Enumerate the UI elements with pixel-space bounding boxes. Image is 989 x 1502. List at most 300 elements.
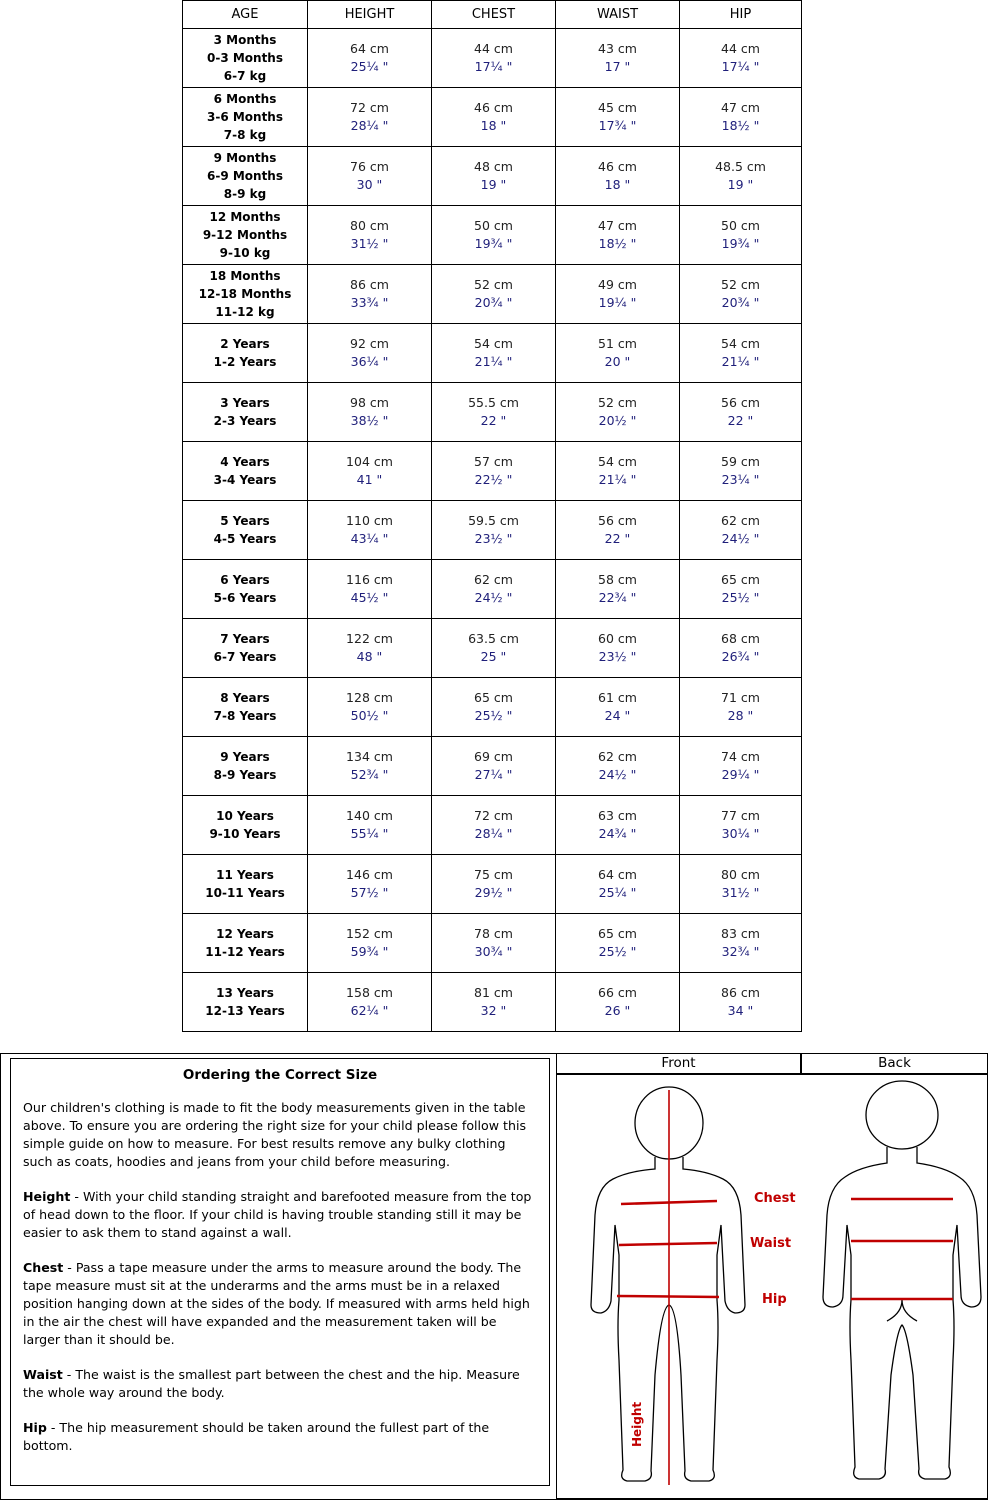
- waist-inches: 18½ ": [598, 236, 637, 251]
- height-cell: [308, 324, 432, 383]
- waist-cell: [556, 914, 680, 973]
- age-cell: [183, 737, 308, 796]
- chest-cm: 48 cm: [474, 159, 513, 174]
- hip-inches: 18½ ": [721, 118, 760, 133]
- table-row: [183, 29, 802, 88]
- age-line: 8-9 kg: [223, 187, 267, 201]
- header-hip: HIP: [680, 1, 802, 29]
- age-line: 0-3 Months: [206, 51, 283, 65]
- age-line: 10 Years: [216, 809, 274, 823]
- height-inches: 36¼ ": [350, 354, 389, 369]
- height-inches: 43¼ ": [350, 531, 389, 546]
- height-cell: [308, 619, 432, 678]
- hip-text: - The hip measurement should be taken around the fullest part of the bottom.: [23, 1420, 490, 1453]
- hip-cm: 86 cm: [721, 985, 760, 1000]
- hip-cm: 68 cm: [721, 631, 760, 646]
- hip-cell: [680, 442, 802, 501]
- waist-cm: 52 cm: [598, 395, 637, 410]
- age-cell: [183, 619, 308, 678]
- body-figures: [557, 1075, 987, 1498]
- guide-intro: Our children's clothing is made to fit the body measurements given in the table above. To ensure you are ordering the right size for your child please follow this simple guide on how to measure. For best results remove any bulky clothing such as coats, hoodies and jeans from your child before measuring.: [23, 1100, 527, 1169]
- header-waist: WAIST: [556, 1, 680, 29]
- chest-cell: [432, 678, 556, 737]
- waist-cm: 47 cm: [598, 218, 637, 233]
- chest-inches: 25 ": [480, 649, 507, 664]
- hip-cell: [680, 796, 802, 855]
- hip-cm: 62 cm: [721, 513, 760, 528]
- hip-inches: 17¼ ": [721, 59, 760, 74]
- chest-cm: 46 cm: [474, 100, 513, 115]
- height-inches: 62¼ ": [350, 1003, 389, 1018]
- age-line: 3 Months: [213, 33, 277, 47]
- chest-cm: 57 cm: [474, 454, 513, 469]
- chest-cm: 65 cm: [474, 690, 513, 705]
- age-line: 7-8 kg: [223, 128, 267, 142]
- waist-cm: 65 cm: [598, 926, 637, 941]
- back-seat-line: [887, 1300, 917, 1321]
- age-line: 4 Years: [220, 455, 270, 469]
- hip-cell: [680, 206, 802, 265]
- height-cell: [308, 383, 432, 442]
- age-line: 4-5 Years: [213, 532, 277, 546]
- height-term: Height: [23, 1189, 71, 1204]
- chest-cell: [432, 619, 556, 678]
- chest-term: Chest: [23, 1260, 64, 1275]
- chest-cell: [432, 147, 556, 206]
- chest-inches: 32 ": [480, 1003, 507, 1018]
- height-cell: [308, 442, 432, 501]
- height-cell: [308, 796, 432, 855]
- waist-cell: [556, 324, 680, 383]
- height-cm: 110 cm: [346, 513, 393, 528]
- height-inches: 33¾ ": [350, 295, 389, 310]
- hip-inches: 23¼ ": [721, 472, 760, 487]
- hip-cm: 65 cm: [721, 572, 760, 587]
- chest-cell: [432, 796, 556, 855]
- age-line: 6-7 kg: [223, 69, 267, 83]
- age-line: 12-13 Years: [205, 1004, 285, 1018]
- age-line: 10-11 Years: [205, 886, 285, 900]
- waist-inches: 21¼ ": [598, 472, 637, 487]
- height-cm: 64 cm: [350, 41, 389, 56]
- height-inches: 45½ ": [350, 590, 389, 605]
- header-age: AGE: [183, 1, 308, 29]
- guide-chest: [23, 1259, 537, 1349]
- waist-inches: 17¾ ": [598, 118, 637, 133]
- age-cell: [183, 678, 308, 737]
- height-cm: 104 cm: [346, 454, 393, 469]
- age-line: 8-9 Years: [213, 768, 277, 782]
- hip-cell: [680, 619, 802, 678]
- chest-inches: 20¾ ": [474, 295, 513, 310]
- waist-cm: 62 cm: [598, 749, 637, 764]
- chest-cm: 69 cm: [474, 749, 513, 764]
- waist-inches: 24 ": [604, 708, 631, 723]
- height-inches: 55¼ ": [350, 826, 389, 841]
- chest-cm: 62 cm: [474, 572, 513, 587]
- height-text: - With your child standing straight and barefooted measure from the top of head down to the floor. If your child is having trouble standing still it may be easier to ask them to stand against a wall.: [23, 1189, 532, 1240]
- chest-cm: 44 cm: [474, 41, 513, 56]
- height-cm: 152 cm: [346, 926, 393, 941]
- hip-term: Hip: [23, 1420, 47, 1435]
- waist-cell: [556, 619, 680, 678]
- hip-cell: [680, 737, 802, 796]
- waist-cell: [556, 678, 680, 737]
- waist-inches: 18 ": [604, 177, 631, 192]
- waist-cm: 45 cm: [598, 100, 637, 115]
- height-inches: 41 ": [356, 472, 383, 487]
- age-line: 3 Years: [220, 396, 270, 410]
- hip-cm: 47 cm: [721, 100, 760, 115]
- chest-inches: 23½ ": [474, 531, 513, 546]
- hip-inches: 20¾ ": [721, 295, 760, 310]
- chest-cm: 55.5 cm: [468, 395, 519, 410]
- table-header-row: [183, 1, 802, 29]
- age-line: 9 Months: [213, 151, 277, 165]
- waist-inches: 25½ ": [598, 944, 637, 959]
- measuring-guide: [10, 1058, 550, 1486]
- chest-cm: 59.5 cm: [468, 513, 519, 528]
- age-line: 5 Years: [220, 514, 270, 528]
- age-line: 1-2 Years: [213, 355, 277, 369]
- hip-cell: [680, 265, 802, 324]
- header-chest: CHEST: [432, 1, 556, 29]
- chest-cm: 75 cm: [474, 867, 513, 882]
- age-cell: [183, 796, 308, 855]
- waist-cell: [556, 442, 680, 501]
- hip-label: Hip: [762, 1292, 787, 1307]
- diagram-box: [556, 1074, 988, 1499]
- hip-cell: [680, 678, 802, 737]
- chest-cm: 78 cm: [474, 926, 513, 941]
- height-cell: [308, 29, 432, 88]
- age-line: 12-18 Months: [198, 287, 292, 301]
- age-line: 6-9 Months: [206, 169, 283, 183]
- hip-cell: [680, 560, 802, 619]
- waist-cm: 49 cm: [598, 277, 637, 292]
- chest-inches: 22 ": [480, 413, 507, 428]
- hip-cell: [680, 383, 802, 442]
- age-line: 3-6 Months: [206, 110, 283, 124]
- waist-inches: 19¼ ": [598, 295, 637, 310]
- guide-hip: [23, 1419, 537, 1455]
- waist-term: Waist: [23, 1367, 63, 1382]
- size-chart-table: [182, 0, 802, 1032]
- height-inches: 38½ ": [350, 413, 389, 428]
- waist-label: Waist: [750, 1236, 792, 1251]
- measurement-diagram: [556, 1053, 988, 1499]
- hip-inches: 31½ ": [721, 885, 760, 900]
- front-figure: [591, 1087, 745, 1481]
- height-cell: [308, 678, 432, 737]
- table-row: [183, 855, 802, 914]
- waist-inches: 20½ ": [598, 413, 637, 428]
- height-cm: 76 cm: [350, 159, 389, 174]
- height-cm: 80 cm: [350, 218, 389, 233]
- height-inches: 50½ ": [350, 708, 389, 723]
- height-inches: 28¼ ": [350, 118, 389, 133]
- table-row: [183, 265, 802, 324]
- hip-cm: 54 cm: [721, 336, 760, 351]
- waist-cell: [556, 855, 680, 914]
- height-inches: 59¾ ": [350, 944, 389, 959]
- chest-inches: 22½ ": [474, 472, 513, 487]
- hip-cm: 48.5 cm: [715, 159, 766, 174]
- waist-cell: [556, 973, 680, 1032]
- table-row: [183, 560, 802, 619]
- waist-cm: 60 cm: [598, 631, 637, 646]
- age-line: 12 Years: [216, 927, 274, 941]
- chest-cell: [432, 206, 556, 265]
- waist-cell: [556, 737, 680, 796]
- waist-cm: 54 cm: [598, 454, 637, 469]
- age-line: 13 Years: [216, 986, 274, 1000]
- age-line: 12 Months: [209, 210, 281, 224]
- hip-cell: [680, 29, 802, 88]
- chest-cell: [432, 324, 556, 383]
- table-row: [183, 147, 802, 206]
- age-cell: [183, 855, 308, 914]
- chest-inches: 28¼ ": [474, 826, 513, 841]
- waist-inches: 22¾ ": [598, 590, 637, 605]
- age-line: 9 Years: [220, 750, 270, 764]
- waist-cell: [556, 796, 680, 855]
- height-inches: 52¾ ": [350, 767, 389, 782]
- height-cm: 140 cm: [346, 808, 393, 823]
- waist-cm: 46 cm: [598, 159, 637, 174]
- height-cell: [308, 855, 432, 914]
- chest-cell: [432, 88, 556, 147]
- age-cell: [183, 206, 308, 265]
- chest-cell: [432, 560, 556, 619]
- chest-cell: [432, 855, 556, 914]
- hip-cm: 80 cm: [721, 867, 760, 882]
- table-body: [183, 29, 802, 1032]
- hip-cell: [680, 88, 802, 147]
- height-cell: [308, 265, 432, 324]
- height-cell: [308, 147, 432, 206]
- height-label: Height: [630, 1401, 644, 1447]
- table-row: [183, 206, 802, 265]
- age-cell: [183, 147, 308, 206]
- hip-inches: 30¼ ": [721, 826, 760, 841]
- hip-cm: 52 cm: [721, 277, 760, 292]
- age-cell: [183, 29, 308, 88]
- age-line: 3-4 Years: [213, 473, 277, 487]
- back-figure: [823, 1081, 981, 1479]
- table-row: [183, 914, 802, 973]
- hip-inches: 24½ ": [721, 531, 760, 546]
- height-cm: 122 cm: [346, 631, 393, 646]
- height-cell: [308, 501, 432, 560]
- waist-cell: [556, 265, 680, 324]
- chest-cell: [432, 501, 556, 560]
- age-cell: [183, 914, 308, 973]
- table-row: [183, 501, 802, 560]
- hip-inches: 29¼ ": [721, 767, 760, 782]
- age-line: 7 Years: [220, 632, 270, 646]
- chest-inches: 17¼ ": [474, 59, 513, 74]
- front-waist-line: [619, 1243, 717, 1245]
- front-heading: Front: [556, 1053, 801, 1074]
- chest-cell: [432, 442, 556, 501]
- chest-cm: 72 cm: [474, 808, 513, 823]
- table-row: [183, 324, 802, 383]
- guide-height: [23, 1188, 537, 1242]
- back-head: [866, 1081, 938, 1149]
- waist-cm: 43 cm: [598, 41, 637, 56]
- waist-inches: 25¼ ": [598, 885, 637, 900]
- chest-inches: 19¾ ": [474, 236, 513, 251]
- chest-inches: 29½ ": [474, 885, 513, 900]
- hip-cm: 59 cm: [721, 454, 760, 469]
- hip-cm: 50 cm: [721, 218, 760, 233]
- chest-label: Chest: [754, 1191, 796, 1206]
- height-cm: 86 cm: [350, 277, 389, 292]
- age-line: 2 Years: [220, 337, 270, 351]
- age-cell: [183, 88, 308, 147]
- age-line: 11 Years: [216, 868, 274, 882]
- chest-cm: 54 cm: [474, 336, 513, 351]
- age-line: 2-3 Years: [213, 414, 277, 428]
- chest-text: - Pass a tape measure under the arms to measure around the body. The tape measure must sit at the underarms and the arms must be in a relaxed position hanging down at the sides of the body. If measured with arms held high in the air the chest will have expanded and the measurement taken will be larger than it should be.: [23, 1260, 530, 1347]
- hip-cm: 56 cm: [721, 395, 760, 410]
- front-hip-line: [617, 1296, 719, 1297]
- chest-cell: [432, 737, 556, 796]
- table-row: [183, 88, 802, 147]
- hip-cell: [680, 147, 802, 206]
- waist-cm: 51 cm: [598, 336, 637, 351]
- waist-cell: [556, 560, 680, 619]
- waist-cm: 56 cm: [598, 513, 637, 528]
- front-body-outline: [591, 1157, 745, 1481]
- height-inches: 30 ": [356, 177, 383, 192]
- chest-cell: [432, 383, 556, 442]
- hip-inches: 26¾ ": [721, 649, 760, 664]
- height-inches: 31½ ": [350, 236, 389, 251]
- waist-inches: 24½ ": [598, 767, 637, 782]
- age-line: 6 Months: [213, 92, 277, 106]
- age-cell: [183, 560, 308, 619]
- chest-inches: 18 ": [480, 118, 507, 133]
- waist-inches: 26 ": [604, 1003, 631, 1018]
- waist-inches: 17 ": [604, 59, 631, 74]
- age-line: 5-6 Years: [213, 591, 277, 605]
- hip-cm: 74 cm: [721, 749, 760, 764]
- height-cell: [308, 206, 432, 265]
- waist-cm: 58 cm: [598, 572, 637, 587]
- chest-cell: [432, 29, 556, 88]
- height-cell: [308, 973, 432, 1032]
- height-cm: 72 cm: [350, 100, 389, 115]
- age-line: 11-12 Years: [205, 945, 285, 959]
- waist-cell: [556, 88, 680, 147]
- chest-cm: 50 cm: [474, 218, 513, 233]
- hip-cell: [680, 324, 802, 383]
- waist-inches: 22 ": [604, 531, 631, 546]
- table-row: [183, 678, 802, 737]
- chest-inches: 21¼ ": [474, 354, 513, 369]
- age-line: 18 Months: [209, 269, 281, 283]
- back-heading: Back: [801, 1053, 988, 1074]
- hip-inches: 19 ": [727, 177, 754, 192]
- hip-inches: 19¾ ": [721, 236, 760, 251]
- hip-inches: 32¾ ": [721, 944, 760, 959]
- hip-cell: [680, 973, 802, 1032]
- age-line: 6 Years: [220, 573, 270, 587]
- back-body-outline: [823, 1147, 981, 1479]
- age-line: 11-12 kg: [215, 305, 275, 319]
- hip-cell: [680, 855, 802, 914]
- height-cell: [308, 737, 432, 796]
- chest-cm: 52 cm: [474, 277, 513, 292]
- height-inches: 25¼ ": [350, 59, 389, 74]
- age-line: 9-10 kg: [219, 246, 271, 260]
- header-height: HEIGHT: [308, 1, 432, 29]
- chest-inches: 24½ ": [474, 590, 513, 605]
- waist-cell: [556, 29, 680, 88]
- age-line: 9-10 Years: [209, 827, 281, 841]
- chest-cell: [432, 973, 556, 1032]
- hip-inches: 34 ": [727, 1003, 754, 1018]
- waist-cell: [556, 206, 680, 265]
- age-cell: [183, 442, 308, 501]
- height-cm: 134 cm: [346, 749, 393, 764]
- waist-inches: 20 ": [604, 354, 631, 369]
- age-line: 6-7 Years: [213, 650, 277, 664]
- hip-inches: 28 ": [727, 708, 754, 723]
- waist-cell: [556, 147, 680, 206]
- table-row: [183, 737, 802, 796]
- hip-cm: 83 cm: [721, 926, 760, 941]
- chest-cell: [432, 914, 556, 973]
- table-row: [183, 442, 802, 501]
- height-cm: 128 cm: [346, 690, 393, 705]
- chest-inches: 27¼ ": [474, 767, 513, 782]
- waist-inches: 23½ ": [598, 649, 637, 664]
- age-cell: [183, 265, 308, 324]
- height-cell: [308, 914, 432, 973]
- waist-text: - The waist is the smallest part between the chest and the hip. Measure the whole way around the body.: [23, 1367, 520, 1400]
- height-cm: 92 cm: [350, 336, 389, 351]
- waist-cell: [556, 501, 680, 560]
- height-inches: 48 ": [356, 649, 383, 664]
- chest-cm: 81 cm: [474, 985, 513, 1000]
- age-cell: [183, 501, 308, 560]
- height-cell: [308, 88, 432, 147]
- waist-cm: 64 cm: [598, 867, 637, 882]
- table-row: [183, 796, 802, 855]
- table-row: [183, 619, 802, 678]
- chest-cm: 63.5 cm: [468, 631, 519, 646]
- height-cm: 98 cm: [350, 395, 389, 410]
- hip-inches: 25½ ": [721, 590, 760, 605]
- guide-waist: [23, 1366, 537, 1402]
- hip-inches: 22 ": [727, 413, 754, 428]
- waist-cm: 61 cm: [598, 690, 637, 705]
- waist-inches: 24¾ ": [598, 826, 637, 841]
- height-cm: 116 cm: [346, 572, 393, 587]
- age-cell: [183, 383, 308, 442]
- age-cell: [183, 973, 308, 1032]
- waist-cell: [556, 383, 680, 442]
- hip-cell: [680, 501, 802, 560]
- age-line: 7-8 Years: [213, 709, 277, 723]
- guide-title: Ordering the Correct Size: [182, 1067, 378, 1083]
- height-cell: [308, 560, 432, 619]
- height-cm: 158 cm: [346, 985, 393, 1000]
- chest-inches: 25½ ": [474, 708, 513, 723]
